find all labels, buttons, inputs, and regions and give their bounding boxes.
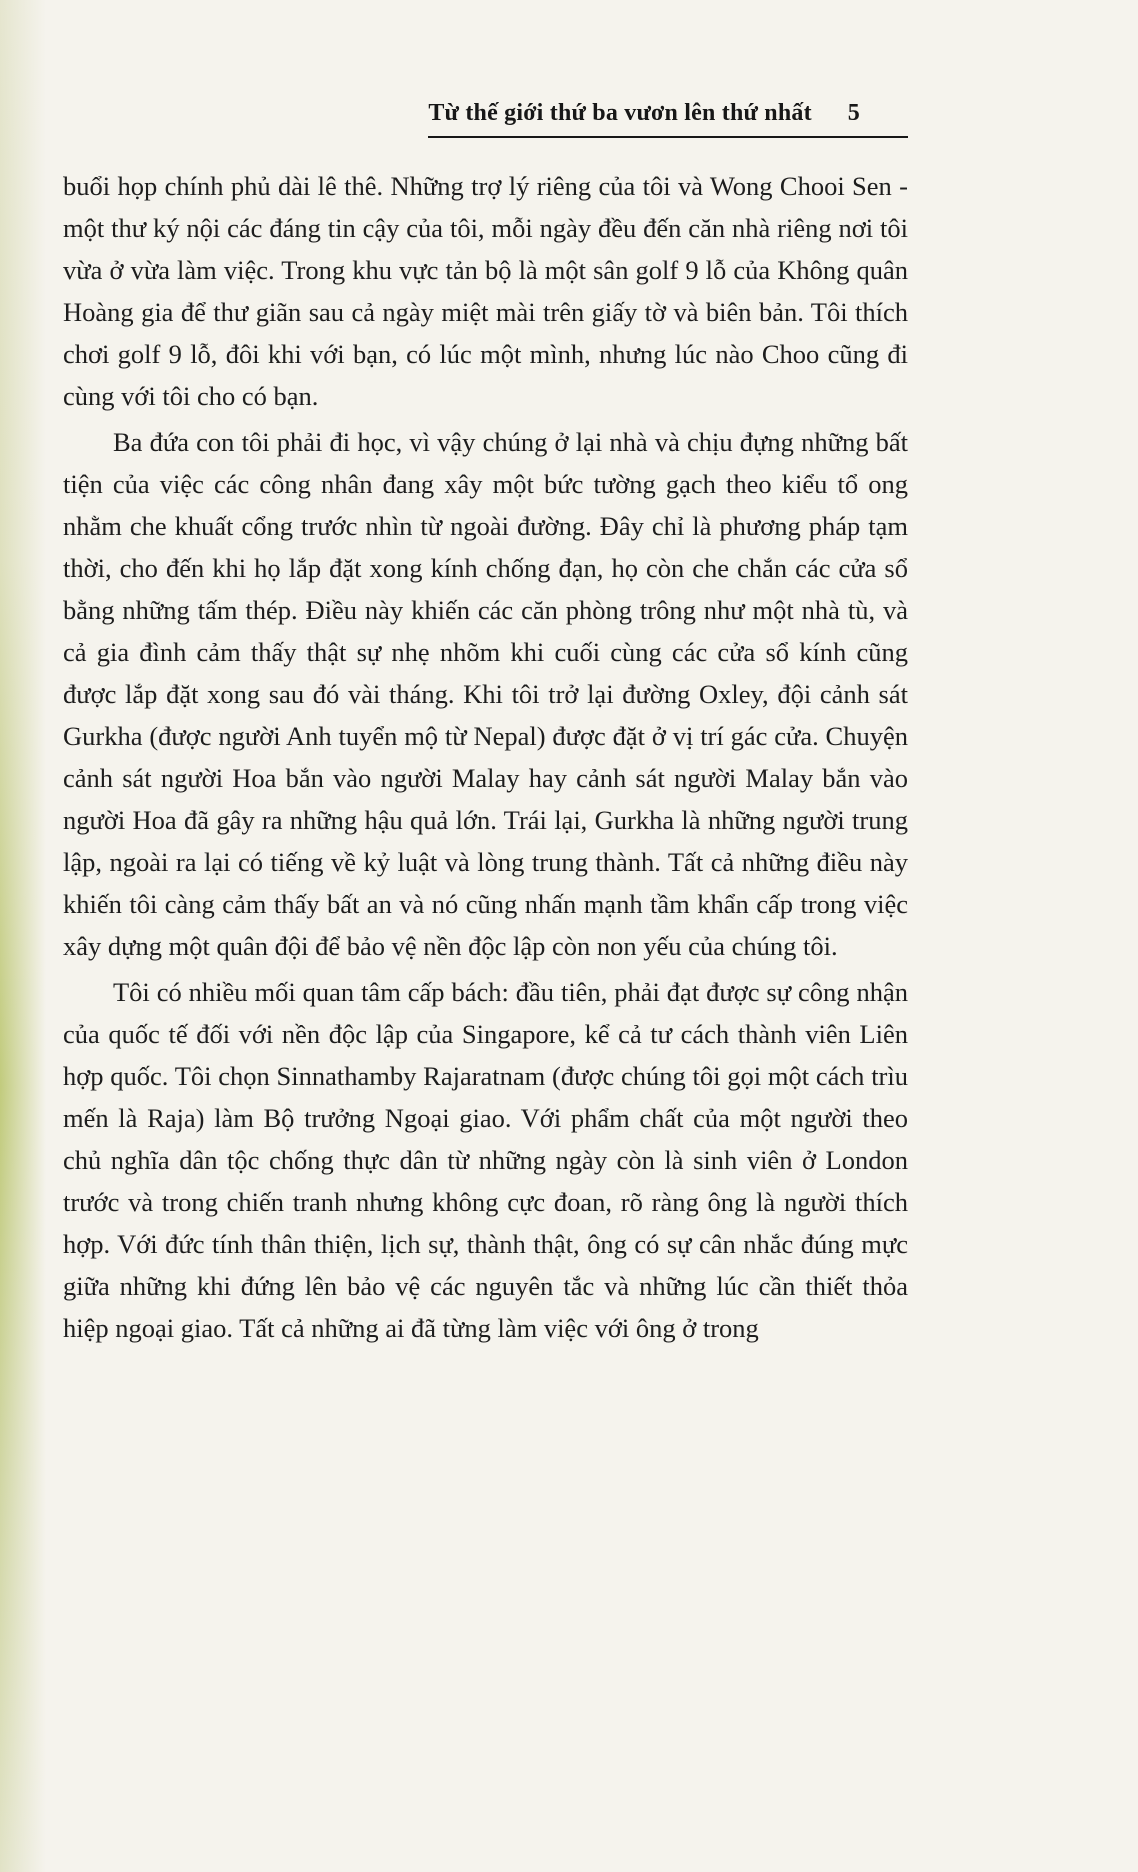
scan-edge-tint: [0, 0, 46, 1872]
body-text: [63, 165, 908, 1349]
paragraph-3: Tôi có nhiều mối quan tâm cấp bách: đầu tiên, phải đạt được sự công nhận của quốc tế đối với nền độc lập của Singapore, kể cả tư cách thành viên Liên hợp quốc. Tôi chọn Sinnathamby Rajaratnam (được chúng tôi gọi một cách trìu mến là Raja) làm Bộ trưởng Ngoại giao. Với phẩm chất của một người theo chủ nghĩa dân tộc chống thực dân từ những ngày còn là sinh viên ở London trước và trong chiến tranh nhưng không cực đoan, rõ ràng ông là người thích hợp. Với đức tính thân thiện, lịch sự, thành thật, ông có sự cân nhắc đúng mực giữa những khi đứng lên bảo vệ các nguyên tắc và những lúc cần thiết thỏa hiệp ngoại giao. Tất cả những ai đã từng làm việc với ông ở trong: [63, 977, 908, 1343]
paragraph-2: Ba đứa con tôi phải đi học, vì vậy chúng ở lại nhà và chịu đựng những bất tiện của việc các công nhân đang xây một bức tường gạch theo kiểu tổ ong nhằm che khuất cổng trước nhìn từ ngoài đường. Đây chỉ là phương pháp tạm thời, cho đến khi họ lắp đặt xong kính chống đạn, họ còn che chắn các cửa sổ bằng những tấm thép. Điều này khiến các căn phòng trông như một nhà tù, và cả gia đình cảm thấy thật sự nhẹ nhõm khi cuối cùng các cửa sổ kính cũng được lắp đặt xong sau đó vài tháng. Khi tôi trở lại đường Oxley, đội cảnh sát Gurkha (được người Anh tuyển mộ từ Nepal) được đặt ở vị trí gác cửa. Chuyện cảnh sát người Hoa bắn vào người Malay hay cảnh sát người Malay bắn vào người Hoa đã gây ra những hậu quả lớn. Trái lại, Gurkha là những người trung lập, ngoài ra lại có tiếng về kỷ luật và lòng trung thành. Tất cả những điều này khiến tôi càng cảm thấy bất an và nó cũng nhấn mạnh tầm khẩn cấp trong việc xây dựng một quân đội để bảo vệ nền độc lập còn non yếu của chúng tôi.: [63, 427, 908, 961]
header-rule: [428, 136, 908, 138]
page-number: 5: [847, 100, 860, 126]
page-content: [63, 100, 908, 1349]
paragraph-1: buổi họp chính phủ dài lê thê. Những trợ lý riêng của tôi và Wong Chooi Sen - một thư ký nội các đáng tin cậy của tôi, mỗi ngày đều đến căn nhà riêng nơi tôi vừa ở vừa làm việc. Trong khu vực tản bộ là một sân golf 9 lỗ của Không quân Hoàng gia để thư giãn sau cả ngày miệt mài trên giấy tờ và biên bản. Tôi thích chơi golf 9 lỗ, đôi khi với bạn, có lúc một mình, nhưng lúc nào Choo cũng đi cùng với tôi cho có bạn.: [63, 171, 908, 411]
running-header-title: Từ thế giới thứ ba vươn lên thứ nhất: [428, 100, 812, 126]
running-header: [63, 100, 908, 127]
